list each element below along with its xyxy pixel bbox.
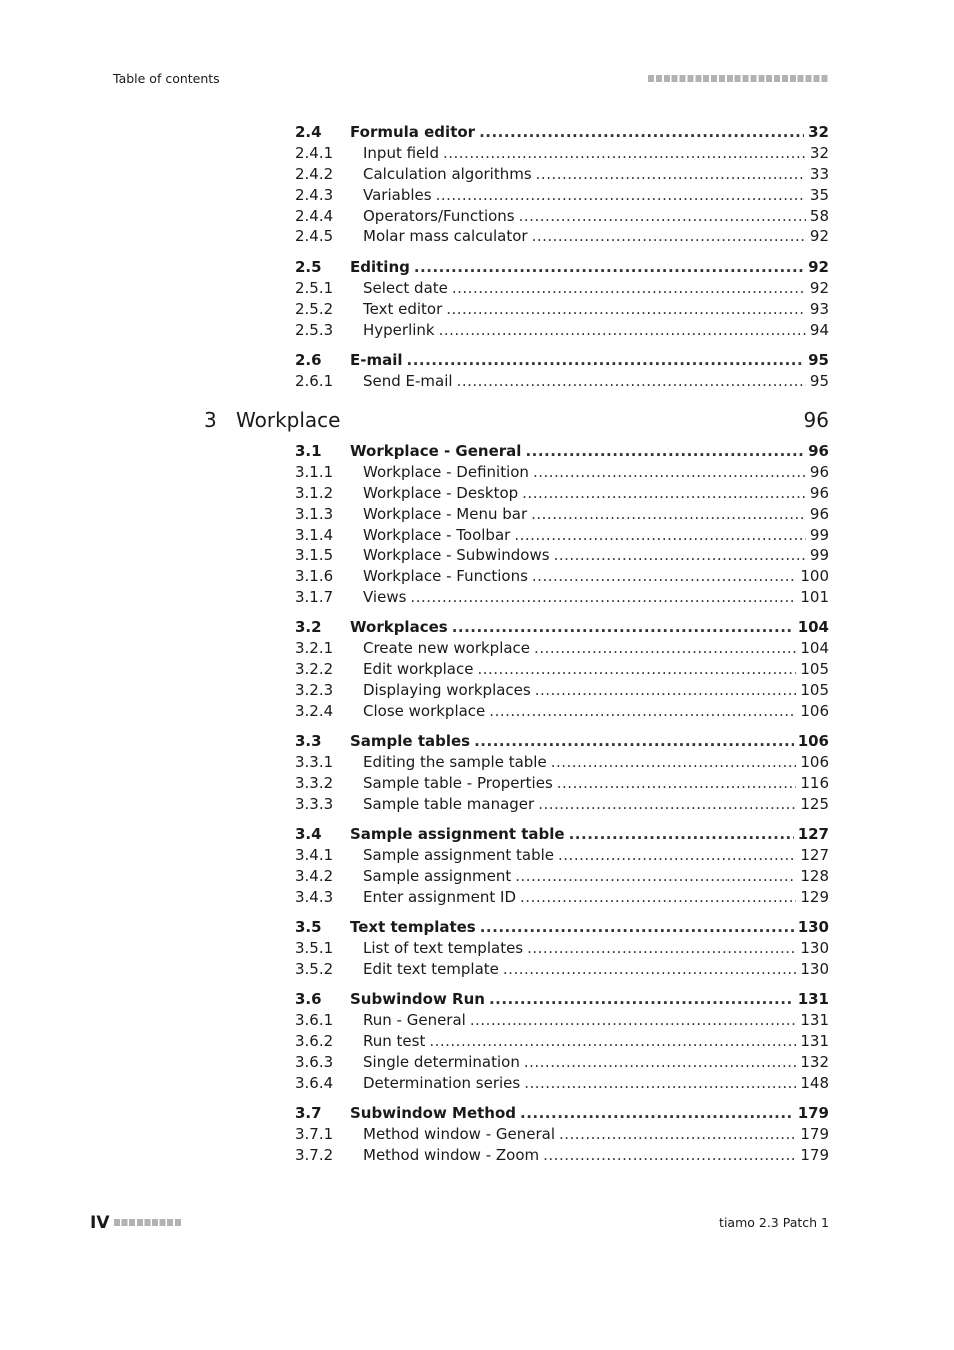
entry-page: 179: [794, 1103, 829, 1124]
dot-leader: [535, 680, 797, 701]
entry-page: 179: [796, 1124, 829, 1145]
entry-page: 95: [804, 350, 829, 371]
toc-group: [295, 989, 829, 1093]
toc-group: [295, 824, 829, 908]
entry-title: Displaying workplaces: [363, 680, 531, 699]
entry-number: 3.1.4: [295, 525, 334, 544]
entry-page: 125: [796, 794, 829, 815]
toc-section-entry[interactable]: [295, 617, 829, 638]
entry-page: 99: [806, 545, 829, 566]
dot-leader: [439, 320, 806, 341]
toc-subsection-entry[interactable]: [295, 206, 829, 227]
dot-leader: [551, 752, 797, 773]
entry-number: 2.5.3: [295, 320, 334, 339]
entry-number: 3.2.4: [295, 701, 334, 720]
running-header: Table of contents: [113, 71, 220, 86]
entry-number: 3.7: [295, 1104, 322, 1122]
dot-leader: [414, 257, 804, 278]
entry-page: 131: [796, 1031, 829, 1052]
dot-leader: [536, 164, 806, 185]
toc-section-entry[interactable]: [295, 731, 829, 752]
toc-subsection-entry[interactable]: [295, 483, 829, 504]
toc-subsection-entry[interactable]: [295, 1073, 829, 1094]
entry-number: 3.2.1: [295, 638, 334, 657]
toc-subsection-entry[interactable]: [295, 504, 829, 525]
entry-title: Input field: [363, 143, 439, 162]
entry-page: 179: [796, 1145, 829, 1166]
entry-page: 96: [806, 462, 829, 483]
entry-title: Variables: [363, 185, 432, 204]
dot-leader: [538, 794, 796, 815]
toc-group: [295, 122, 829, 247]
toc-subsection-entry[interactable]: [295, 1124, 829, 1145]
entry-number: 3.6.4: [295, 1073, 334, 1092]
toc-subsection-entry[interactable]: [295, 659, 829, 680]
entry-title: Operators/Functions: [363, 206, 515, 225]
toc-section-entry[interactable]: [295, 441, 829, 462]
entry-page: 127: [796, 845, 829, 866]
toc-subsection-entry[interactable]: [295, 1052, 829, 1073]
toc-section-entry[interactable]: [295, 122, 829, 143]
entry-number: 2.4.4: [295, 206, 334, 225]
entry-number: 2.4.2: [295, 164, 334, 183]
dot-leader: [527, 938, 796, 959]
dot-leader: [558, 845, 796, 866]
toc-section-entry[interactable]: [295, 824, 829, 845]
entry-page: 106: [796, 701, 829, 722]
toc-subsection-entry[interactable]: [295, 959, 829, 980]
toc-subsection-entry[interactable]: [295, 887, 829, 908]
entry-title: Sample tables: [350, 732, 471, 750]
entry-page: 32: [804, 122, 829, 143]
entry-number: 2.4.5: [295, 227, 334, 246]
entry-number: 3.3: [295, 732, 322, 750]
chapter-title: Workplace: [236, 408, 341, 432]
entry-number: 3.6.1: [295, 1010, 334, 1029]
entry-title: Sample assignment: [363, 866, 512, 885]
entry-number: 3.4.2: [295, 866, 334, 885]
entry-number: 3.5: [295, 918, 322, 936]
entry-number: 2.6.1: [295, 371, 334, 390]
header-decoration: [648, 75, 829, 82]
entry-number: 3.3.3: [295, 794, 334, 813]
entry-page: 92: [804, 257, 829, 278]
toc-section-entry[interactable]: [295, 917, 829, 938]
toc-subsection-entry[interactable]: [295, 794, 829, 815]
entry-page: 128: [796, 866, 829, 887]
dot-leader: [452, 278, 806, 299]
entry-number: 3.1.2: [295, 483, 334, 502]
entry-title: Edit workplace: [363, 659, 474, 678]
entry-number: 3.1: [295, 442, 322, 460]
entry-page: 130: [796, 959, 829, 980]
toc-group: [295, 441, 829, 608]
toc-section-entry[interactable]: [295, 989, 829, 1010]
dot-leader: [477, 659, 796, 680]
toc-subsection-entry[interactable]: [295, 638, 829, 659]
dot-leader: [531, 504, 806, 525]
entry-title: Sample assignment table: [350, 825, 565, 843]
dot-leader: [429, 1031, 796, 1052]
chapter-number: 3: [204, 408, 217, 432]
dot-leader: [543, 1145, 796, 1166]
dot-leader: [436, 185, 806, 206]
entry-page: 129: [796, 887, 829, 908]
entry-title: Molar mass calculator: [363, 227, 528, 246]
entry-number: 3.6.2: [295, 1031, 334, 1050]
dot-leader: [503, 959, 796, 980]
dot-leader: [554, 545, 806, 566]
toc-group: [295, 257, 829, 341]
entry-page: 130: [796, 938, 829, 959]
entry-title: Workplace - Toolbar: [363, 525, 511, 544]
entry-number: 3.5.1: [295, 938, 334, 957]
dot-leader: [452, 617, 794, 638]
entry-page: 92: [806, 226, 829, 247]
toc-group: [295, 1103, 829, 1166]
entry-page: 96: [804, 441, 829, 462]
entry-page: 131: [794, 989, 829, 1010]
entry-title: List of text templates: [363, 938, 524, 957]
entry-page: 106: [796, 752, 829, 773]
entry-title: Text templates: [350, 918, 476, 936]
entry-title: Workplace - Menu bar: [363, 504, 528, 523]
toc-subsection-entry[interactable]: [295, 143, 829, 164]
page-number: IV: [90, 1213, 110, 1233]
entry-title: Sample table manager: [363, 794, 535, 813]
entry-page: 94: [806, 320, 829, 341]
entry-number: 3.1.5: [295, 546, 334, 565]
entry-number: 3.6.3: [295, 1052, 334, 1071]
entry-number: 3.7.1: [295, 1124, 334, 1143]
toc-subsection-entry[interactable]: [295, 845, 829, 866]
entry-title: Calculation algorithms: [363, 164, 532, 183]
dot-leader: [489, 701, 796, 722]
entry-page: 105: [796, 680, 829, 701]
entry-title: Edit text template: [363, 959, 499, 978]
entry-number: 2.5.2: [295, 299, 334, 318]
entry-page: 32: [806, 143, 829, 164]
entry-title: Sample assignment table: [363, 845, 555, 864]
entry-title: E-mail: [350, 351, 403, 369]
dot-leader: [524, 1052, 797, 1073]
toc-group: [295, 731, 829, 815]
chapter-heading[interactable]: [204, 408, 829, 436]
toc-subsection-entry[interactable]: [295, 278, 829, 299]
dot-leader: [480, 917, 794, 938]
dot-leader: [532, 566, 796, 587]
dot-leader: [479, 122, 804, 143]
dot-leader: [532, 226, 806, 247]
toc-subsection-entry[interactable]: [295, 185, 829, 206]
footer-decoration: [114, 1219, 182, 1226]
entry-page: 132: [796, 1052, 829, 1073]
dot-leader: [489, 989, 794, 1010]
toc-section-entry[interactable]: [295, 1103, 829, 1124]
entry-page: 106: [794, 731, 829, 752]
entry-number: 2.4.3: [295, 185, 334, 204]
dot-leader: [520, 887, 796, 908]
toc-subsection-entry[interactable]: [295, 226, 829, 247]
product-name: tiamo 2.3 Patch 1: [719, 1215, 829, 1230]
entry-page: 104: [796, 638, 829, 659]
entry-page: 92: [806, 278, 829, 299]
entry-title: Run test: [363, 1031, 426, 1050]
entry-title: Enter assignment ID: [363, 887, 517, 906]
entry-number: 3.4.3: [295, 887, 334, 906]
entry-page: 148: [796, 1073, 829, 1094]
entry-number: 2.4.1: [295, 143, 334, 162]
entry-number: 3.4.1: [295, 845, 334, 864]
toc-group: [295, 350, 829, 392]
dot-leader: [525, 441, 804, 462]
toc-subsection-entry[interactable]: [295, 371, 829, 392]
dot-leader: [522, 483, 806, 504]
entry-number: 2.6: [295, 351, 322, 369]
entry-page: 131: [796, 1010, 829, 1031]
entry-page: 93: [806, 299, 829, 320]
entry-title: Close workplace: [363, 701, 486, 720]
entry-number: 3.2.2: [295, 659, 334, 678]
entry-number: 3.1.3: [295, 504, 334, 523]
entry-title: Workplace - General: [350, 442, 522, 460]
entry-page: 127: [794, 824, 829, 845]
dot-leader: [470, 1010, 797, 1031]
entry-page: 116: [796, 773, 829, 794]
entry-number: 3.3.2: [295, 773, 334, 792]
toc-subsection-entry[interactable]: [295, 462, 829, 483]
entry-page: 100: [796, 566, 829, 587]
toc-subsection-entry[interactable]: [295, 680, 829, 701]
toc-subsection-entry[interactable]: [295, 525, 829, 546]
entry-title: Method window - General: [363, 1124, 555, 1143]
dot-leader: [534, 638, 796, 659]
dot-leader: [557, 773, 797, 794]
entry-page: 101: [796, 587, 829, 608]
toc-section-entry[interactable]: [295, 350, 829, 371]
toc-subsection-entry[interactable]: [295, 866, 829, 887]
dot-leader: [519, 206, 806, 227]
toc-group: [295, 917, 829, 980]
entry-title: Workplace - Functions: [363, 567, 528, 586]
entry-title: Text editor: [363, 299, 443, 318]
toc-subsection-entry[interactable]: [295, 545, 829, 566]
toc-group: [295, 617, 829, 721]
entry-number: 2.4: [295, 123, 322, 141]
dot-leader: [446, 299, 806, 320]
entry-title: Create new workplace: [363, 638, 531, 657]
toc-subsection-entry[interactable]: [295, 320, 829, 341]
entry-page: 96: [806, 483, 829, 504]
entry-title: Method window - Zoom: [363, 1145, 540, 1164]
dot-leader: [457, 371, 806, 392]
toc-subsection-entry[interactable]: [295, 299, 829, 320]
entry-title: Hyperlink: [363, 320, 435, 339]
entry-number: 3.4: [295, 825, 322, 843]
toc-subsection-entry[interactable]: [295, 1031, 829, 1052]
entry-number: 2.5.1: [295, 278, 334, 297]
entry-number: 3.1.7: [295, 588, 334, 607]
entry-page: 99: [806, 525, 829, 546]
entry-number: 3.3.1: [295, 752, 334, 771]
toc-subsection-entry[interactable]: [295, 164, 829, 185]
dot-leader: [520, 1103, 794, 1124]
entry-title: Run - General: [363, 1010, 466, 1029]
entry-number: 3.1.6: [295, 567, 334, 586]
toc-subsection-entry[interactable]: [295, 566, 829, 587]
entry-number: 3.2: [295, 618, 322, 636]
entry-page: 105: [796, 659, 829, 680]
dot-leader: [569, 824, 794, 845]
dot-leader: [524, 1073, 796, 1094]
dot-leader: [443, 143, 806, 164]
entry-title: Workplace - Subwindows: [363, 546, 550, 565]
entry-title: Subwindow Run: [350, 990, 485, 1008]
entry-page: 95: [806, 371, 829, 392]
entry-title: Sample table - Properties: [363, 773, 553, 792]
entry-title: Single determination: [363, 1052, 520, 1071]
entry-number: 2.5: [295, 258, 322, 276]
dot-leader: [514, 525, 806, 546]
chapter-page: 96: [803, 408, 829, 432]
entry-page: 96: [806, 504, 829, 525]
toc-subsection-entry[interactable]: [295, 938, 829, 959]
entry-title: Subwindow Method: [350, 1104, 517, 1122]
entry-title: Editing the sample table: [363, 752, 547, 771]
entry-number: 3.1.1: [295, 462, 334, 481]
entry-number: 3.5.2: [295, 959, 334, 978]
entry-number: 3.7.2: [295, 1145, 334, 1164]
dot-leader: [410, 587, 796, 608]
dot-leader: [515, 866, 796, 887]
entry-title: Views: [363, 588, 407, 607]
toc-section-entry[interactable]: [295, 257, 829, 278]
toc-subsection-entry[interactable]: [295, 587, 829, 608]
entry-title: Formula editor: [350, 123, 476, 141]
entry-title: Send E-mail: [363, 371, 453, 390]
dot-leader: [407, 350, 805, 371]
toc-subsection-entry[interactable]: [295, 1010, 829, 1031]
entry-page: 33: [806, 164, 829, 185]
entry-page: 58: [806, 206, 829, 227]
toc-subsection-entry[interactable]: [295, 773, 829, 794]
entry-page: 130: [794, 917, 829, 938]
entry-page: 35: [806, 185, 829, 206]
dot-leader: [474, 731, 794, 752]
entry-title: Workplaces: [350, 618, 448, 636]
entry-page: 104: [794, 617, 829, 638]
entry-title: Workplace - Definition: [363, 462, 529, 481]
entry-title: Workplace - Desktop: [363, 483, 519, 502]
entry-title: Editing: [350, 258, 410, 276]
toc-subsection-entry[interactable]: [295, 752, 829, 773]
dot-leader: [533, 462, 806, 483]
entry-title: Select date: [363, 278, 448, 297]
toc-subsection-entry[interactable]: [295, 1145, 829, 1166]
entry-title: Determination series: [363, 1073, 521, 1092]
entry-number: 3.6: [295, 990, 322, 1008]
entry-number: 3.2.3: [295, 680, 334, 699]
dot-leader: [559, 1124, 796, 1145]
toc-subsection-entry[interactable]: [295, 701, 829, 722]
